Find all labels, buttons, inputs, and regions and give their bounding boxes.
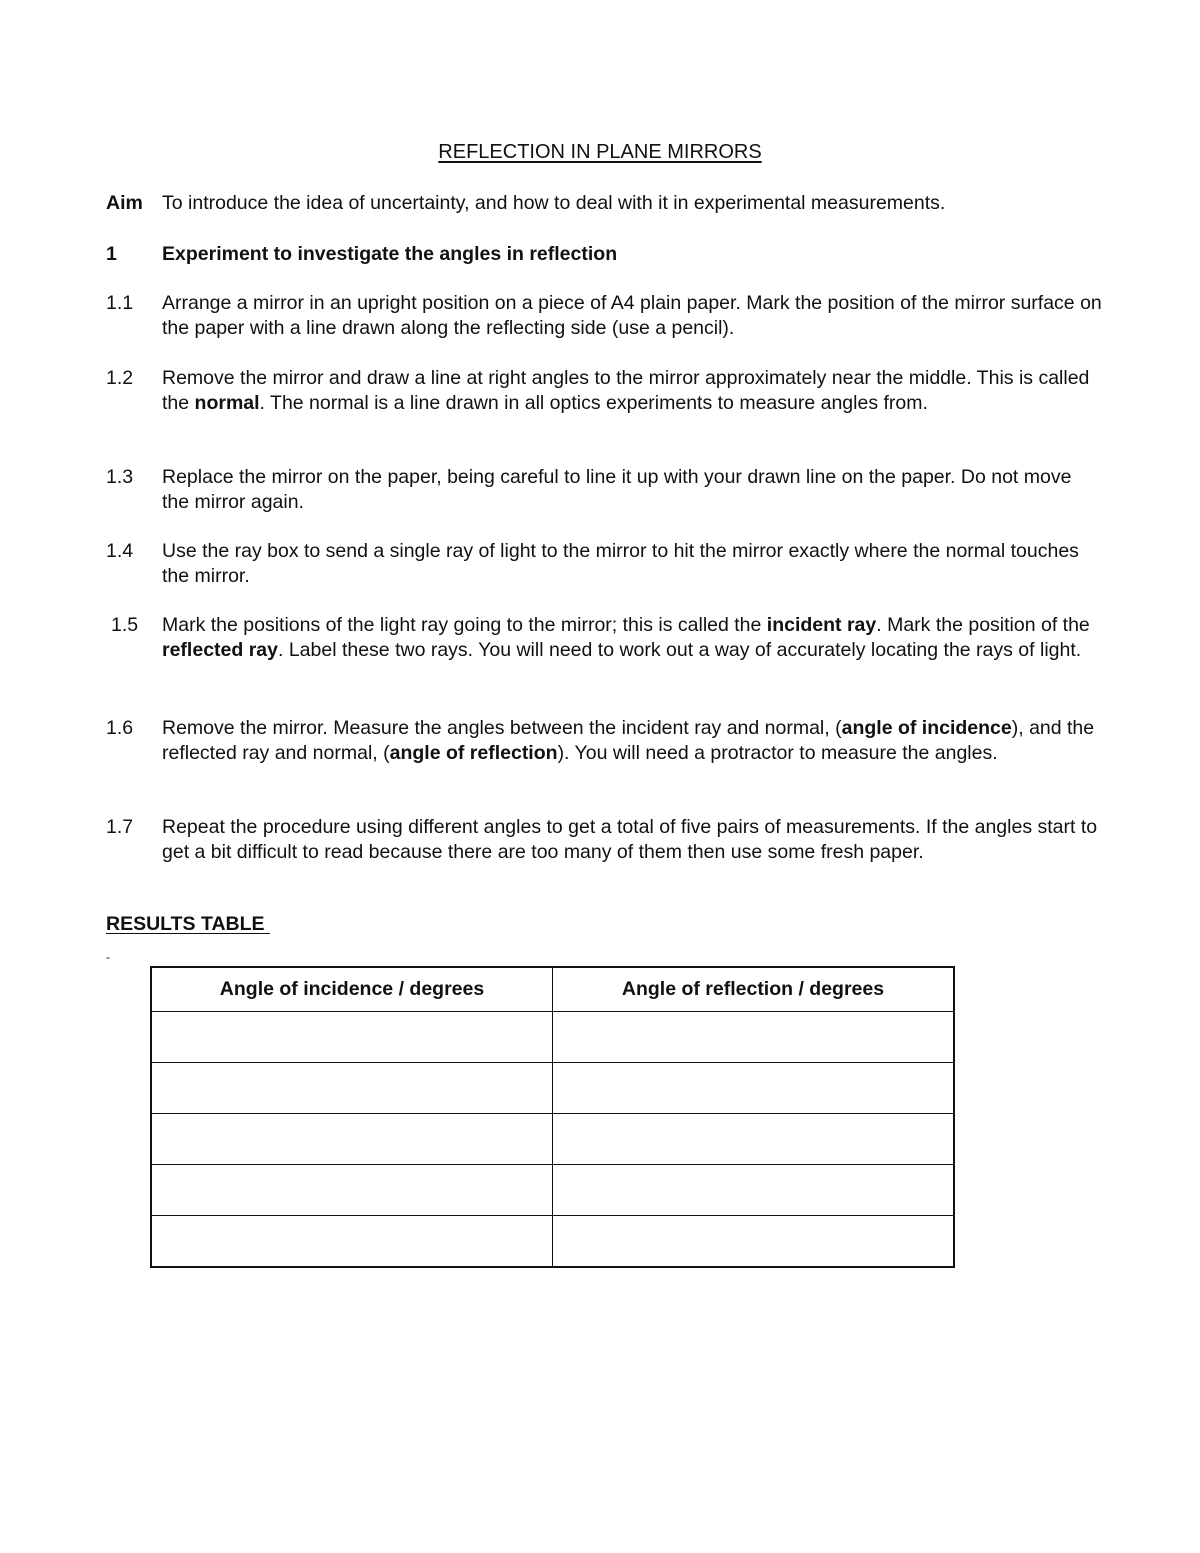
term-angle-of-incidence: angle of incidence bbox=[841, 717, 1012, 739]
table-cell[interactable] bbox=[553, 1165, 955, 1216]
step-text: Repeat the procedure using different angles to get a total of five pairs of measurements. If the angles start to get a bit difficult to read because there are too many of them then use some fresh paper. bbox=[162, 816, 1098, 863]
table-cell[interactable] bbox=[151, 1165, 553, 1216]
table-cell[interactable] bbox=[151, 1114, 553, 1165]
aim-label: Aim bbox=[106, 192, 143, 214]
step-1-7 bbox=[106, 815, 1106, 865]
term-incident-ray: incident ray bbox=[766, 614, 877, 636]
table-row bbox=[151, 1063, 954, 1114]
step-text: Replace the mirror on the paper, being careful to line it up with your drawn line on the paper. Do not move the mirror again. bbox=[162, 466, 1072, 513]
step-text-part: Remove the mirror. Measure the angles between the incident ray and normal, ( bbox=[162, 717, 842, 739]
table-cell[interactable] bbox=[151, 1216, 553, 1268]
table-row bbox=[151, 1216, 954, 1268]
step-1-5 bbox=[106, 613, 1106, 663]
step-number: 1.6 bbox=[106, 717, 134, 739]
step-text-part: ). You will need a protractor to measure the angles. bbox=[557, 742, 998, 764]
step-1-2 bbox=[106, 366, 1106, 416]
page-title: REFLECTION IN PLANE MIRRORS bbox=[438, 141, 762, 163]
table-row bbox=[151, 1012, 954, 1063]
dash-mark: - bbox=[106, 950, 110, 964]
step-text bbox=[162, 366, 1102, 416]
step-1-1 bbox=[106, 291, 1106, 341]
step-1-3 bbox=[106, 465, 1106, 515]
step-text bbox=[162, 716, 1102, 766]
step-text: Arrange a mirror in an upright position on a piece of A4 plain paper. Mark the position of the mirror surface on the paper with a line drawn along the reflecting side (use a pencil). bbox=[162, 292, 1102, 339]
table-header-row bbox=[151, 967, 954, 1012]
aim-text: To introduce the idea of uncertainty, and how to deal with it in experimental measurements. bbox=[162, 192, 946, 214]
table-row bbox=[151, 1165, 954, 1216]
step-number: 1.3 bbox=[106, 466, 134, 488]
step-text-part: . Mark the position of the bbox=[876, 614, 1090, 636]
step-text-part: Mark the positions of the light ray going to the mirror; this is called the bbox=[162, 614, 767, 636]
step-number: 1.4 bbox=[106, 540, 134, 562]
step-number: 1.5 bbox=[111, 614, 139, 636]
term-reflected-ray: reflected ray bbox=[162, 639, 278, 661]
aim-row bbox=[106, 191, 1106, 216]
step-text-part: Remove the mirror and draw a line at right angles to the mirror approximately near the middle. This is called the bbox=[162, 367, 1090, 414]
column-header-incidence: Angle of incidence / degrees bbox=[151, 967, 553, 1012]
step-number: 1.2 bbox=[106, 367, 134, 389]
step-1-4 bbox=[106, 539, 1106, 589]
results-heading: RESULTS TABLE bbox=[106, 913, 270, 935]
step-text: Use the ray box to send a single ray of light to the mirror to hit the mirror exactly where the normal touches the mirror. bbox=[162, 540, 1079, 587]
step-number: 1.1 bbox=[106, 292, 134, 314]
table-cell[interactable] bbox=[151, 1063, 553, 1114]
table-cell[interactable] bbox=[553, 1114, 955, 1165]
step-text-part: . The normal is a line drawn in all optics experiments to measure angles from. bbox=[259, 392, 928, 414]
term-normal: normal bbox=[194, 392, 260, 414]
column-header-reflection: Angle of reflection / degrees bbox=[553, 967, 955, 1012]
table-cell[interactable] bbox=[151, 1012, 553, 1063]
section-number: 1 bbox=[106, 243, 117, 265]
step-text bbox=[162, 613, 1102, 663]
step-text-part: . Label these two rays. You will need to work out a way of accurately locating the rays of light. bbox=[277, 639, 1082, 661]
section-heading: Experiment to investigate the angles in reflection bbox=[162, 243, 618, 265]
step-1-6 bbox=[106, 716, 1106, 766]
term-angle-of-reflection: angle of reflection bbox=[389, 742, 558, 764]
table-cell[interactable] bbox=[553, 1012, 955, 1063]
step-number: 1.7 bbox=[106, 816, 134, 838]
table-cell[interactable] bbox=[553, 1063, 955, 1114]
step-text-part: ), and the reflected ray and normal, ( bbox=[162, 717, 1095, 764]
table-cell[interactable] bbox=[553, 1216, 955, 1268]
results-table bbox=[150, 966, 955, 1268]
table-row bbox=[151, 1114, 954, 1165]
section-heading-row bbox=[106, 242, 1106, 267]
